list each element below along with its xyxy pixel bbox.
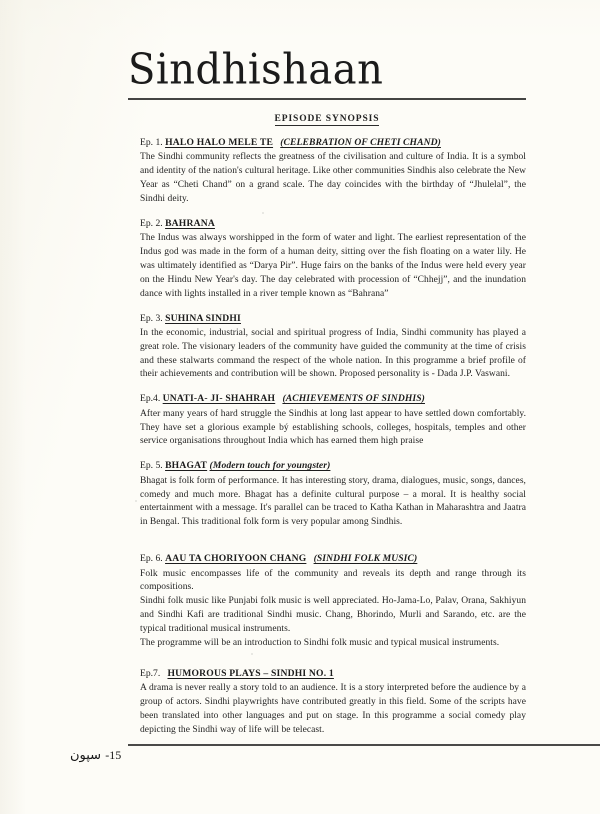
masthead-divider [128,98,526,100]
section-heading [128,114,526,124]
episode-body [140,408,526,450]
episode-title: BHAGAT [165,460,208,472]
episode-heading [140,667,526,681]
episode-body [140,151,526,206]
episode-title: BAHRANA [165,217,215,229]
episode-body [140,232,526,301]
episode-entry [140,667,526,738]
episode-paragraph: Bhagat is folk form of performance. It has interesting story, drama, dialogues, music, songs, dances, comedy and much more. Bhagat has a definite cultural purpose – a moral. It is healthy social entertainment with a message. It's parallel can be traced to Katha Kathan in Maharashtra and Jaatra in Bengal. This traditional folk form is very popular among Sindhis. [140,475,526,528]
episode-synopsis-list [140,136,526,748]
episode-title: HUMOROUS PLAYS – SINDHI NO. 1 [167,667,334,679]
episode-paragraph: In the economic, industrial, social and spiritual progress of India, Sindhi community has played a great role. The visionary leaders of the community have guided the community at the time of crisis and these stalwarts command the respect of the whole nation. In this programme a brief profile of their achievements and contribution will be shown. Proposed personality is - Dada J.P. Vaswani. [140,327,526,380]
episode-subtitle: (ACHIEVEMENTS OF SINDHIS) [282,393,425,405]
episode-title: HALO HALO MELE TE [165,137,274,148]
episode-number: Ep. 1. [140,137,163,148]
episode-paragraph: The Sindhi community reflects the greatness of the civilisation and culture of India. It is a symbol and identity of the nation's cultural heritage. Like other communities Sindhis also celebrate the New Year as “Cheti Chand” on a grand scale. The day coincides with the birthday of “Jhulelal”, the Sindhi deity. [140,152,526,204]
episode-paragraph: The programme will be an introduction to Sindhi folk music and typical musical instruments. [140,637,500,648]
episode-body [140,327,526,382]
episode-heading [140,312,526,326]
episode-heading [140,217,526,231]
episode-entry [140,312,526,383]
episode-title: SUHINA SINDHI [165,312,241,324]
episode-paragraph: Folk music encompasses life of the community and reveals its depth and range through its compositions. [140,568,526,593]
folio-script-label: سپون [70,748,102,763]
episode-heading [140,136,526,150]
episode-entry [140,392,526,449]
episode-entry [140,459,526,530]
episode-entry [140,552,526,651]
episode-paragraph: Sindhi folk music like Punjabi folk music is well appreciated. Ho-Jama-Lo, Palav, Orana, Sakhiyun and Sindhi Kafi are traditional Sindhi music. Chang, Bhorindo, Murli and Sarando, etc. are the typical traditional musical instruments. [140,596,526,634]
masthead [128,45,526,100]
episode-body [140,682,526,737]
section-heading-label: EPISODE SYNOPSIS [274,114,380,124]
scan-speck [135,500,137,502]
publication-title: Sindhishaan [128,45,384,95]
episode-number: Ep. 5. [140,460,163,472]
footer-divider [128,744,600,746]
episode-paragraph: After many years of hard struggle the Sindhis at long last appear to have settled down comfortably. They have set a glorious example bý establishing schools, colleges, hospitals, temples and other service organisations throughout India which has earned them high praise [140,408,526,447]
episode-body [140,475,526,530]
episode-subtitle: (Modern touch for youngster) [209,460,331,472]
episode-heading [140,392,526,406]
episode-body [140,568,526,651]
episode-heading [140,459,526,473]
episode-title: UNATI-A- JI- SHAHRAH [162,393,276,405]
episode-subtitle: (SINDHI FOLK MUSIC) [313,553,418,565]
episode-number: Ep.4. [140,393,161,405]
episode-paragraph: A drama is never really a story told to an audience. It is a story interpreted before the audience by a group of actors. Sindhi playwrights have contributed greatly in this field. Some of the scripts have been translated into other languages and put on stage. In this programme a social comedy play depicting the Sindhi way of life will be telecast. [140,683,526,735]
episode-paragraph: The Indus was always worshipped in the form of water and light. The earliest representation of the Indus god was made in the form of a human deity, sitting over the fish floating on a water lily. He was ultimately identified as “Darya Pir”. Huge fairs on the banks of the Indus were held every year on the Hindu New Year's day. The day celebrated with procession of “Chhejj”, and the inundation dance with lights installed in a river temple known as “Bahrana” [140,233,526,299]
episode-number: Ep. 2. [140,217,163,229]
episode-number: Ep. 3. [140,312,163,324]
episode-number: Ep. 6. [140,553,163,565]
episode-title: AAU TA CHORIYOON CHANG [165,553,307,565]
folio-number: 51 [109,748,122,762]
episode-number: Ep.7. [140,667,161,679]
folio-dash: - [105,748,110,762]
episode-subtitle: (CELEBRATION OF CHETI CHAND) [280,137,441,148]
episode-entry [140,217,526,302]
episode-heading [140,552,526,566]
episode-entry [140,136,526,207]
page-folio [70,748,121,763]
